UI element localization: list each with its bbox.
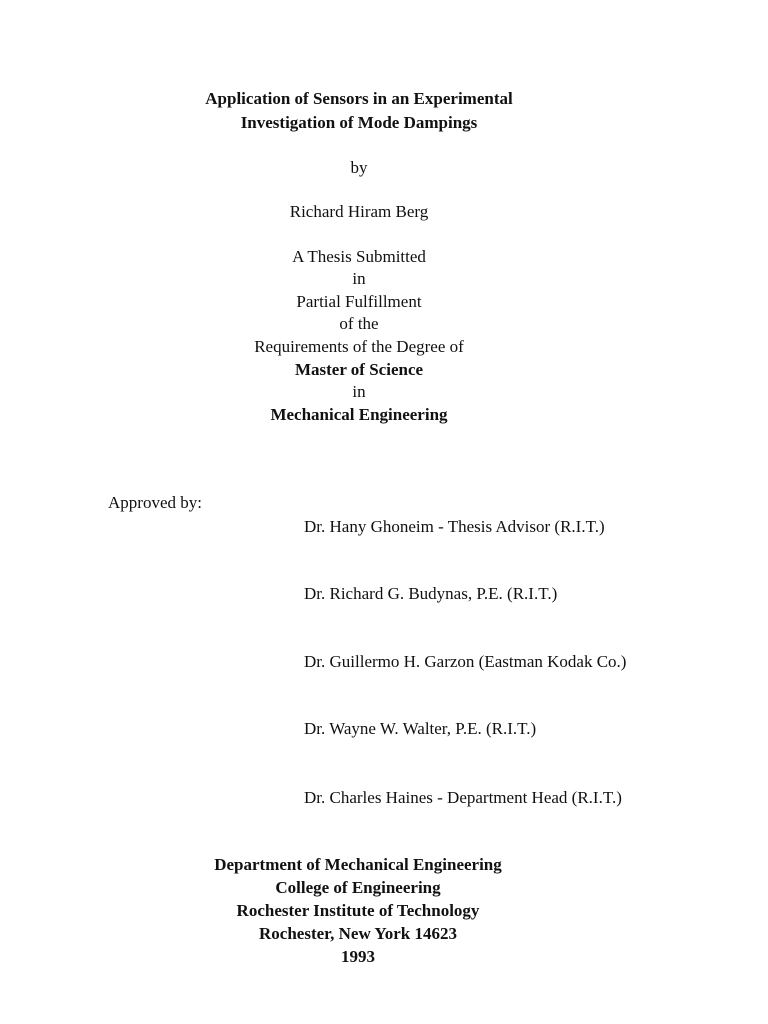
by-label: by <box>350 158 368 177</box>
submission-line-4: of the <box>339 314 379 333</box>
submission-line-1: A Thesis Submitted <box>292 247 426 266</box>
institute-name: Rochester Institute of Technology <box>236 901 480 920</box>
submission-line-2: in <box>352 269 366 288</box>
submission-line-3: Partial Fulfillment <box>296 292 422 311</box>
submission-line-5: Requirements of the Degree of <box>254 337 464 356</box>
college-name: College of Engineering <box>275 878 441 897</box>
field-of-study: Mechanical Engineering <box>270 405 448 424</box>
approver-2: Dr. Richard G. Budynas, P.E. (R.I.T.) <box>304 584 558 603</box>
approver-1: Dr. Hany Ghoneim - Thesis Advisor (R.I.T.) <box>304 517 605 536</box>
submission-line-7: in <box>352 382 366 401</box>
approver-3: Dr. Guillermo H. Garzon (Eastman Kodak Co.) <box>304 652 627 671</box>
approver-4: Dr. Wayne W. Walter, P.E. (R.I.T.) <box>304 719 537 738</box>
department-name: Department of Mechanical Engineering <box>214 855 502 874</box>
thesis-year: 1993 <box>341 947 375 966</box>
degree-name: Master of Science <box>294 360 424 379</box>
institute-location: Rochester, New York 14623 <box>259 924 457 943</box>
author-name: Richard Hiram Berg <box>289 202 429 221</box>
thesis-title-line-2: Investigation of Mode Dampings <box>240 113 478 132</box>
thesis-title-line-1: Application of Sensors in an Experimental <box>205 89 513 108</box>
approver-5: Dr. Charles Haines - Department Head (R.I.T.) <box>304 788 622 807</box>
approved-by-label: Approved by: <box>108 493 202 512</box>
